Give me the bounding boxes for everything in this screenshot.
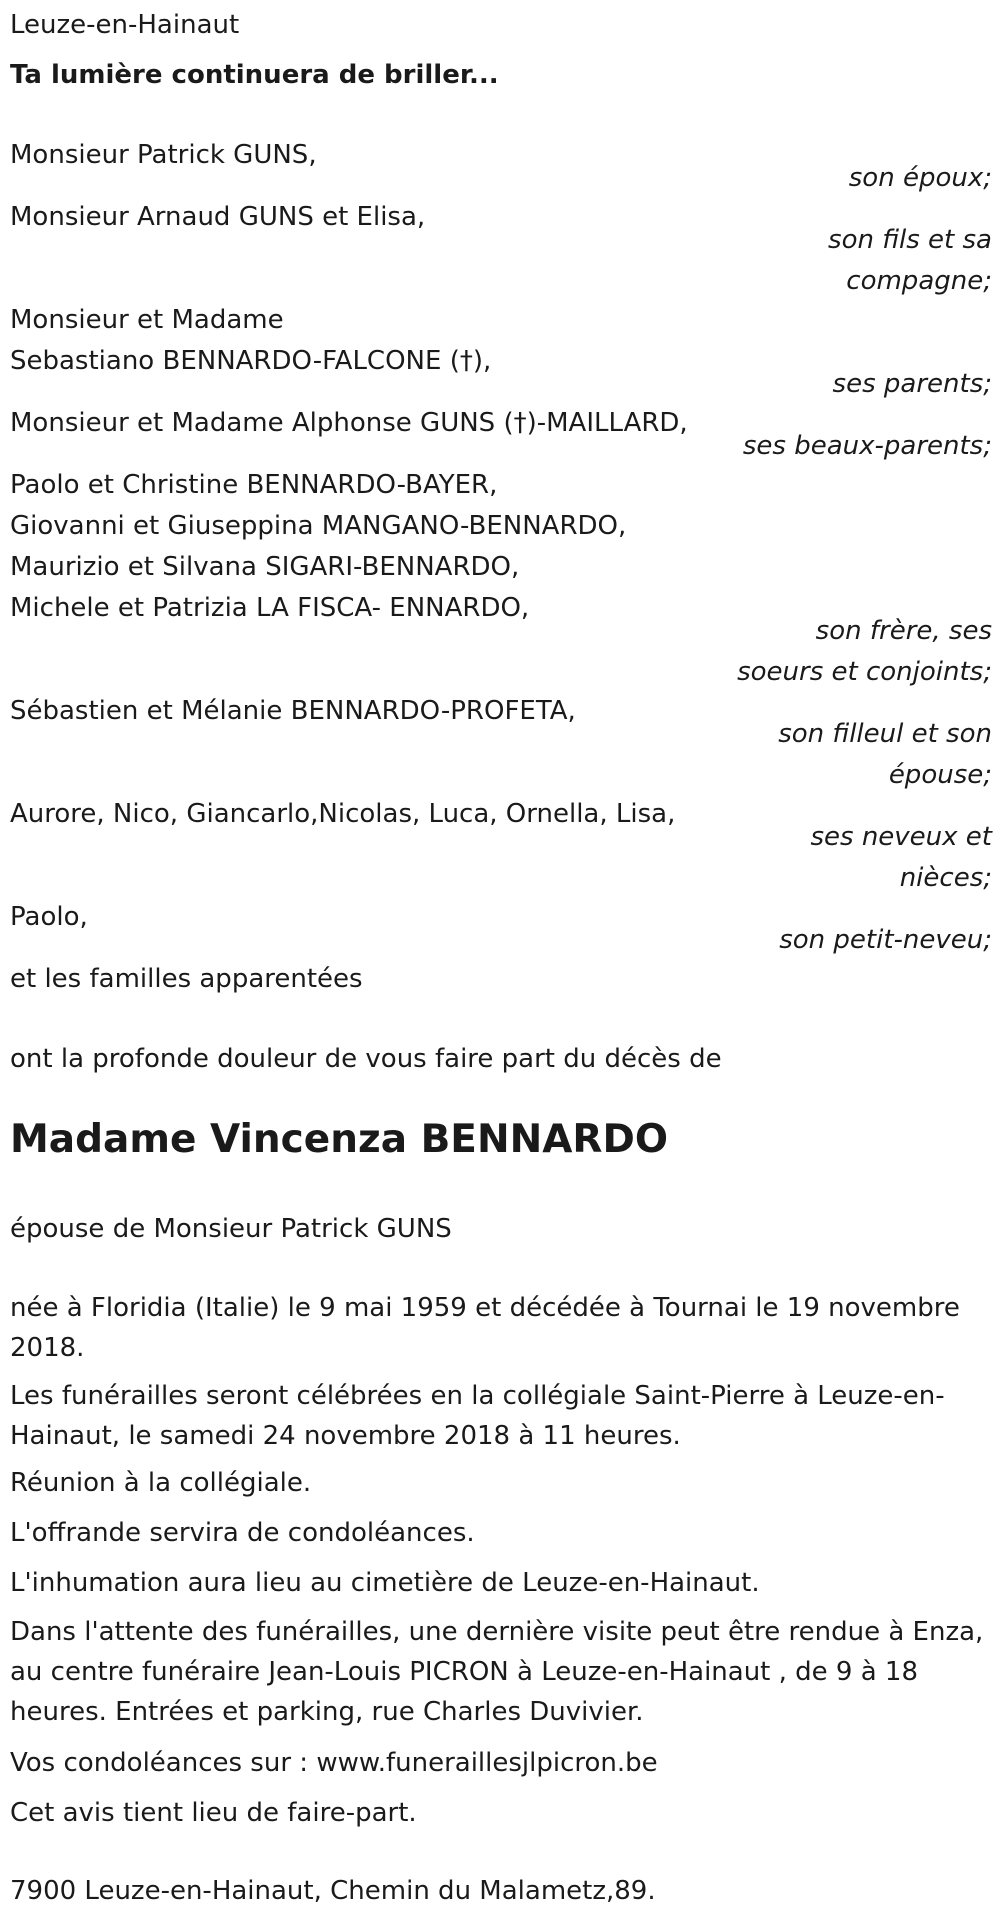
family-relation: compagne; — [846, 266, 992, 296]
family-member-lines: Monsieur Arnaud GUNS et Elisa, — [10, 202, 426, 232]
offering-line: L'offrande servira de condoléances. — [10, 1518, 475, 1548]
family-relation: son fils et sa — [828, 225, 992, 255]
family-member-lines: Paolo, — [10, 902, 88, 932]
family-relation: son filleul et son — [778, 719, 992, 749]
address-line: 7900 Leuze-en-Hainaut, Chemin du Malametz,89. — [10, 1876, 656, 1906]
family-member-lines: Monsieur et Madame Alphonse GUNS (†)-MAILLARD, — [10, 408, 688, 438]
family-member-lines: Giovanni et Giuseppina MANGANO-BENNARDO, — [10, 511, 627, 541]
families-line: et les familles apparentées — [10, 964, 363, 994]
family-member-lines: Aurore, Nico, Giancarlo,Nicolas, Luca, Ornella, Lisa, — [10, 799, 676, 829]
subtitle: Ta lumière continuera de briller... — [10, 60, 499, 90]
deceased-name: Madame Vincenza BENNARDO — [10, 1117, 668, 1162]
location-heading: Leuze-en-Hainaut — [10, 10, 240, 40]
family-relation: nièces; — [899, 863, 992, 893]
family-relation: son époux; — [848, 163, 992, 193]
family-relation: ses beaux-parents; — [742, 431, 992, 461]
funeral-paragraph: Les funérailles seront célébrées en la collégiale Saint-Pierre à Leuze-en-Hainaut, le samedi 24 novembre 2018 à 11 heures. — [10, 1381, 945, 1451]
reunion-line: Réunion à la collégiale. — [10, 1468, 312, 1498]
family-member-lines: Sebastiano BENNARDO-FALCONE (†), — [10, 346, 492, 376]
family-relation: son petit-neveu; — [779, 925, 992, 955]
family-member-lines: Sébastien et Mélanie BENNARDO-PROFETA, — [10, 696, 576, 726]
family-member-lines: Monsieur et Madame — [10, 305, 284, 335]
family-relation: soeurs et conjoints; — [737, 657, 992, 687]
burial-line: L'inhumation aura lieu au cimetière de Leuze-en-Hainaut. — [10, 1568, 760, 1598]
visit-paragraph: Dans l'attente des funérailles, une dernière visite peut être rendue à Enza, au centre funéraire Jean-Louis PICRON à Leuze-en-Hainaut , de 9 à 18 heures. Entrées et parking, rue Charles Duvivier. — [10, 1617, 984, 1727]
family-member-lines: Michele et Patrizia LA FISCA- ENNARDO, — [10, 593, 530, 623]
family-relation: épouse; — [888, 760, 992, 790]
family-relation: ses neveux et — [810, 822, 992, 852]
family-member-lines: Maurizio et Silvana SIGARI-BENNARDO, — [10, 552, 520, 582]
family-member-lines: Monsieur Patrick GUNS, — [10, 140, 317, 170]
spouse-line: épouse de Monsieur Patrick GUNS — [10, 1214, 452, 1244]
family-member-lines: Paolo et Christine BENNARDO-BAYER, — [10, 470, 498, 500]
announcement-text: ont la profonde douleur de vous faire part du décès de — [10, 1044, 722, 1074]
condolences-line: Vos condoléances sur : www.funeraillesjlpicron.be — [10, 1748, 658, 1778]
family-relation: ses parents; — [832, 369, 992, 399]
birth-death-paragraph: née à Floridia (Italie) le 9 mai 1959 et décédée à Tournai le 19 novembre 2018. — [10, 1293, 960, 1363]
notice-line: Cet avis tient lieu de faire-part. — [10, 1798, 417, 1828]
family-relation: son frère, ses — [815, 616, 992, 646]
